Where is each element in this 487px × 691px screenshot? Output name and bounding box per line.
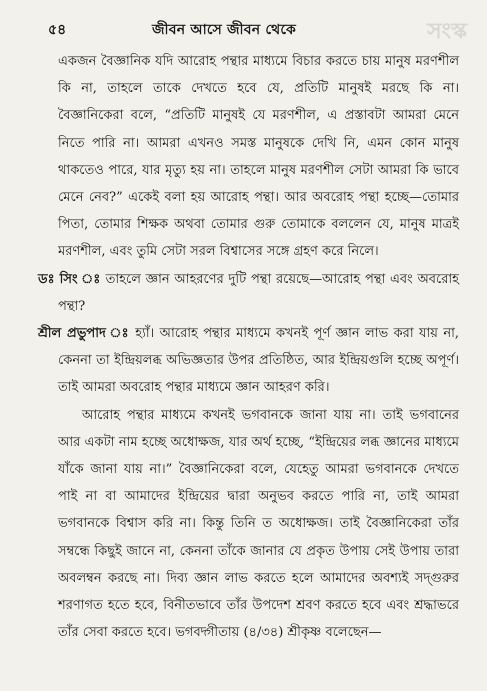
paragraph-text: একজন বৈজ্ঞানিক যদি আরোহ পন্থার মাধ্যমে বিচার করতে চায় মানুষ মরণশীল কি না, তাহলে তাকে দেখতে হবে যে, প্রতিটি মানুষই মরছে কি না। বৈজ্ঞানিকেরা বলে, “প্রতিটি মানুষই যে মরণশীল, এ প্রস্তাবটা আমরা মেনে নিতে পারি না। আমরা এখনও সমস্ত মানুষকে দেখি নি, এমন কোন মানুষ থাকতেও পারে, যার মৃত্যু হয় না। তাহলে মানুষ মরণশীল সেটা আমরা কি ভাবে মেনে নেব?” একেই বলা হয় আরোহ পন্থা। আর অবরোহ পন্থা হচ্ছে—তোমার পিতা, তোমার শিক্ষক অথবা তোমার গুরু তোমাকে বললেন যে, মানুষ মাত্রই মরণশীল, এবং তুমি সেটা সরল বিশ্বাসের সঙ্গে গ্রহণ করে নিলে। bbox=[58, 54, 459, 260]
body-text bbox=[38, 48, 459, 646]
dialogue-text: তাহলে জ্ঞান আহরণের দুটি পন্থা রয়েছে—আরোহ পন্থা এবং অবরোহ পন্থা? bbox=[58, 271, 459, 314]
paragraph-text: আরোহ পন্থার মাধ্যমে কখনই ভগবানকে জানা যায় না। তাই ভগবানের আর একটা নাম হচ্ছে অধোক্ষজ, যার অর্থ হচ্ছে, “ইন্দ্রিয়ের লব্ধ জ্ঞানের মাধ্যমে যাঁকে জানা যায় না।” বৈজ্ঞানিকেরা বলে, যেহেতু আমরা ভগবানকে দেখতে পাই না বা আমাদের ইন্দ্রিয়ের দ্বারা অনুভব করতে পারি না, তাই আমরা ভগবানকে বিশ্বাস করি না। কিন্তু তিনি ত অধোক্ষজ। তাই বৈজ্ঞানিকেরা তাঁর সম্বন্ধে কিছুই জানে না, কেননা তাঁকে জানার যে প্রকৃত উপায় সেই উপায় তারা অবলম্বন করছে না। দিব্য জ্ঞান লাভ করতে হলে আমাদের অবশ্যই সদ্‌গুরুর শরণাগত হতে হবে, বিনীতভাবে তাঁর উপদেশ শ্রবণ করতে হবে এবং শ্রদ্ধাভরে তাঁর সেবা করতে হবে। ভগবদ্গীতায় (৪/৩৪) শ্রীকৃষ্ণ বলেছেন— bbox=[58, 407, 459, 641]
paragraph-4 bbox=[58, 402, 459, 647]
bleed-through-text: সংস্ক bbox=[427, 19, 467, 44]
speaker-label: ডঃ সিং ঃ bbox=[38, 271, 101, 287]
running-title: জীবন আসে জীবন থেকে bbox=[152, 22, 296, 38]
speaker-label: শ্রীল প্রভুপাদ ঃ bbox=[38, 326, 130, 342]
page-number: ৫৪ bbox=[48, 22, 67, 38]
dialogue-prabhupada bbox=[38, 320, 459, 402]
dialogue-dr-singh bbox=[38, 266, 459, 320]
dialogue-text: হ্যাঁ। আরোহ পন্থার মাধ্যমে কখনই পূর্ণ জ্ঞান লাভ করা যায় না, কেননা তা ইন্দ্রিয়লব্ধ অভিজ্ঞতার উপর প্রতিষ্ঠিত, আর ইন্দ্রিয়গুলি হচ্ছে অপূর্ণ। তাই আমরা অবরোহ পন্থার মাধ্যমে জ্ঞান আহরণ করি। bbox=[58, 326, 459, 396]
paragraph-1 bbox=[58, 48, 459, 266]
page-header bbox=[48, 14, 467, 44]
